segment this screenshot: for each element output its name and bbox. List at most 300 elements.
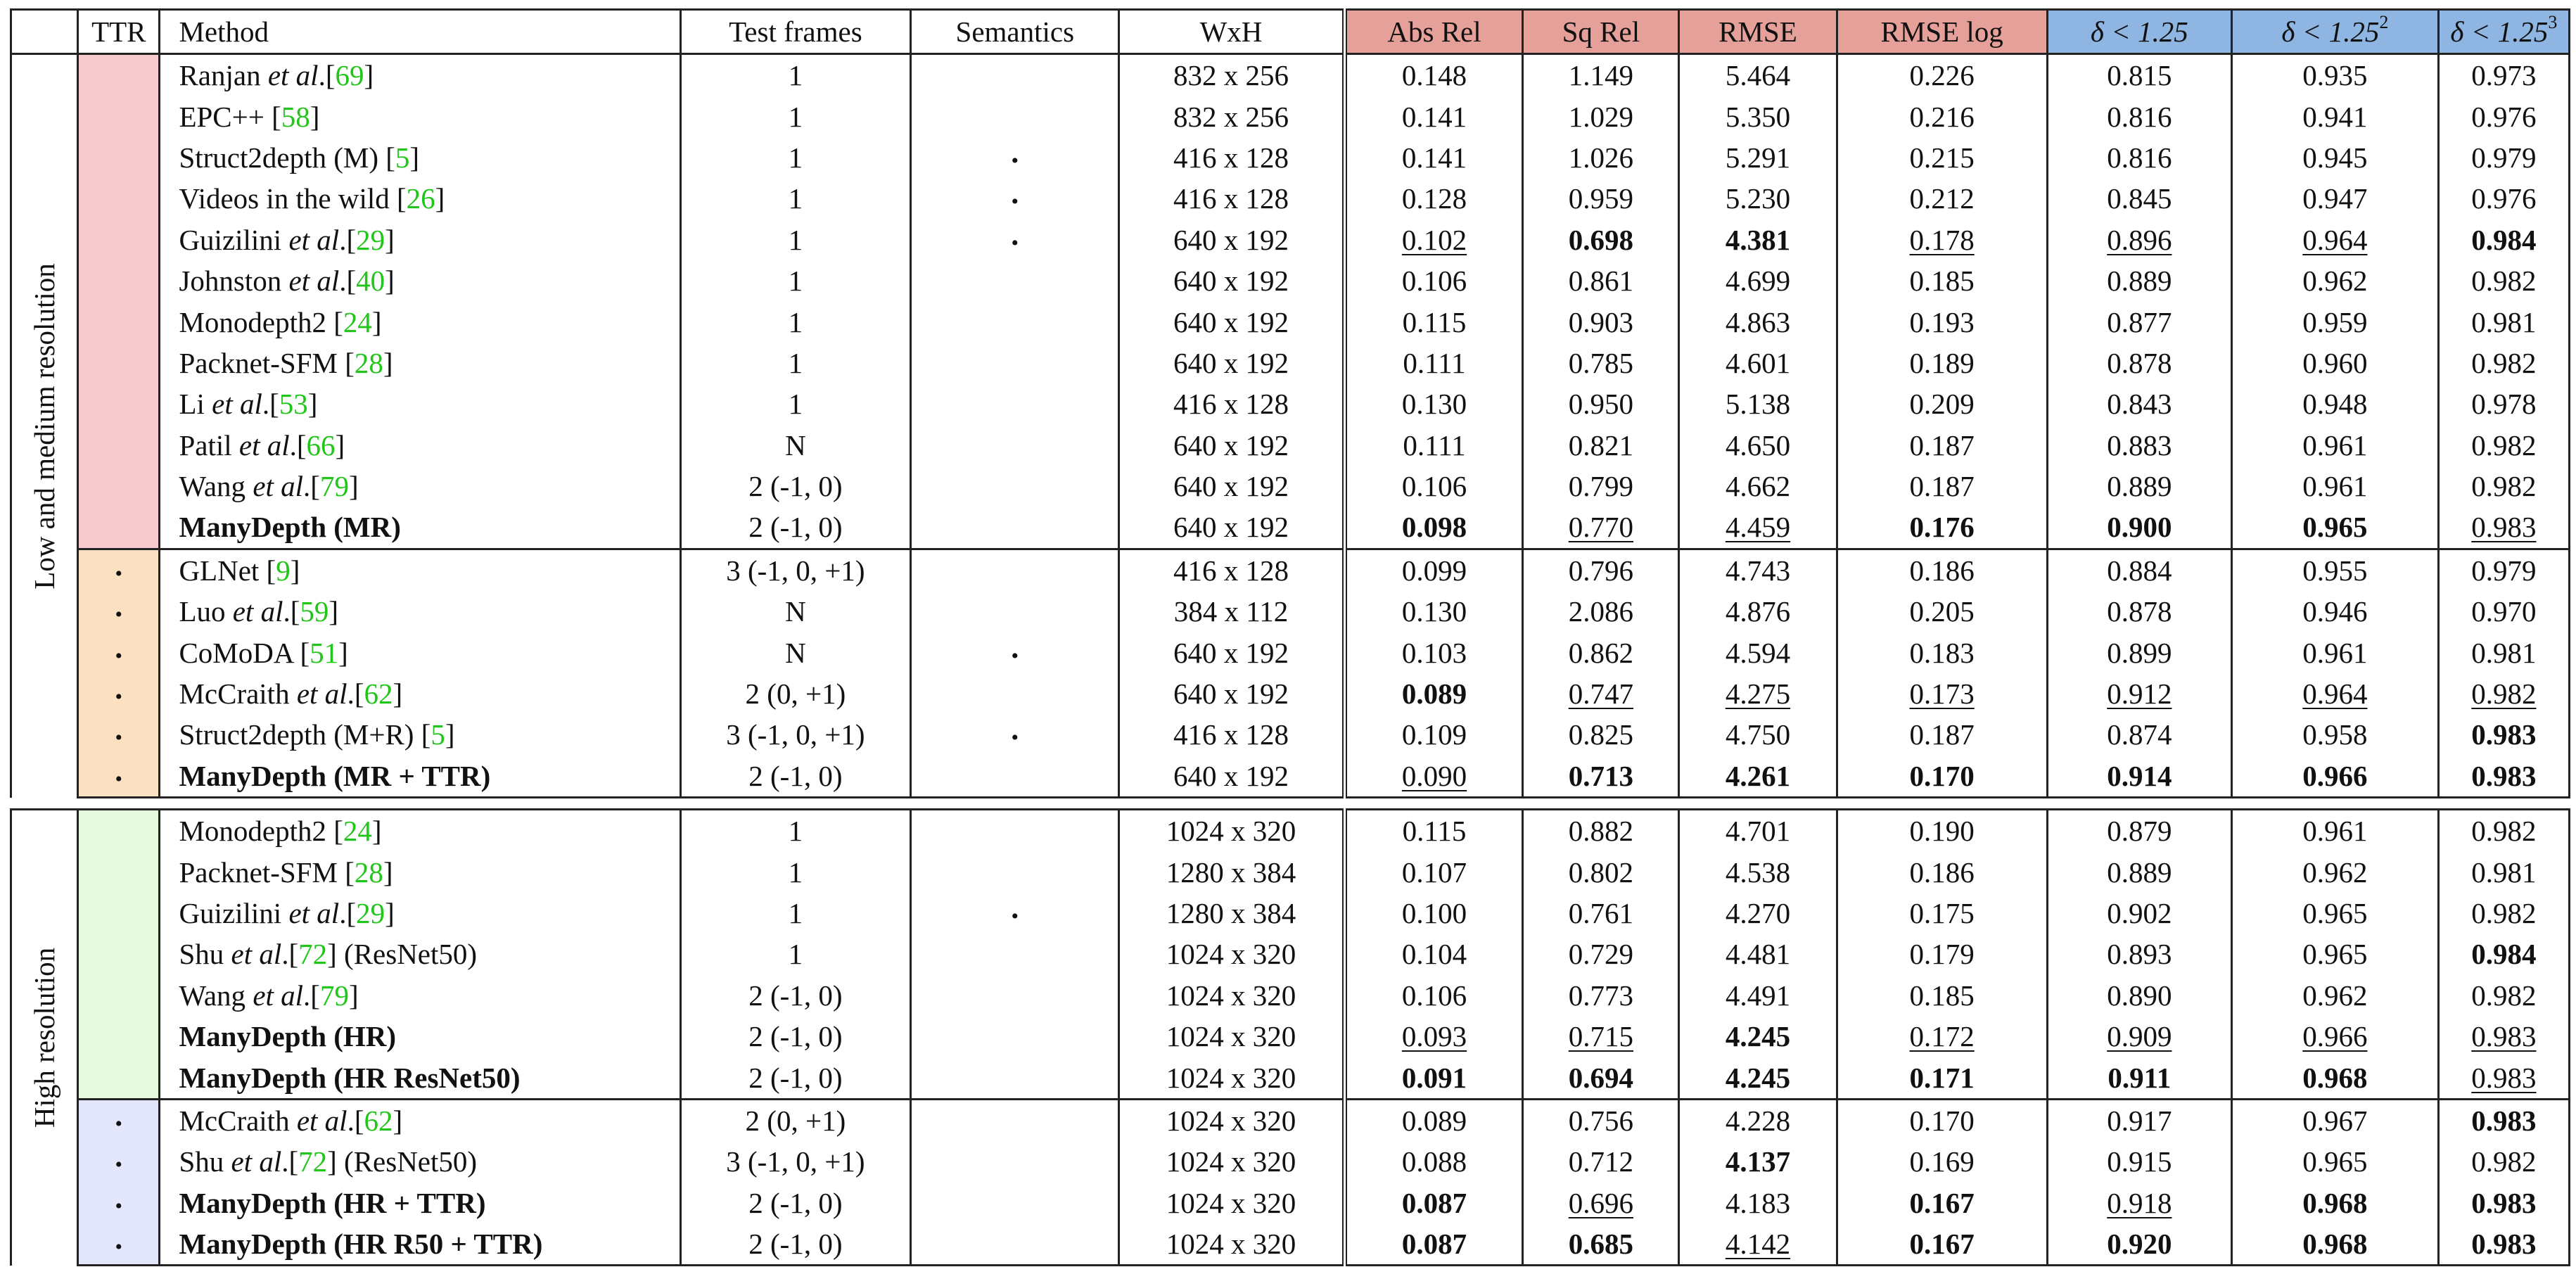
rmse-log-value: 0.169 (1909, 1145, 1975, 1178)
ttr-cell (78, 1016, 160, 1057)
delta-3-cell (2438, 178, 2569, 219)
delta-1-cell (2047, 810, 2231, 852)
rmse-log-cell (1837, 1223, 2047, 1266)
delta-2-value: 0.965 (2302, 1145, 2368, 1178)
rmse-log-cell (1837, 54, 2047, 96)
delta-2-cell (2231, 219, 2438, 260)
delta-3-value: 0.982 (2471, 979, 2537, 1012)
wxh-cell (1119, 810, 1344, 852)
delta-1-value: 0.918 (2107, 1186, 2172, 1219)
method-cell: GLNet [9] (160, 549, 680, 591)
sq-rel-value: 0.785 (1568, 346, 1633, 379)
semantics-cell (911, 632, 1119, 673)
rmse-log-cell (1837, 301, 2047, 342)
test-frames-cell-text: 1 (788, 265, 803, 298)
method-etal-dot: . (347, 677, 355, 711)
header-rmse: RMSE (1679, 10, 1837, 54)
rmse-value: 4.137 (1725, 1145, 1791, 1178)
header-semantics: Semantics (911, 10, 1119, 54)
method-etal-dot: . (339, 897, 347, 929)
sq-rel-value: 0.862 (1568, 636, 1633, 669)
wxh-cell (1119, 1057, 1344, 1099)
method-cell (160, 1223, 680, 1266)
citation-link[interactable]: 59 (300, 595, 329, 628)
test-frames-cell (680, 756, 911, 798)
method-cell: Packnet-SFM [28] (160, 343, 680, 383)
delta-1-value: 0.878 (2107, 346, 2172, 379)
method-name: Shu (179, 1145, 231, 1178)
test-frames-cell-text: 3 (-1, 0, +1) (726, 718, 865, 751)
sq-rel-cell (1523, 137, 1679, 178)
rmse-cell (1679, 756, 1837, 798)
wxh-cell (1119, 591, 1344, 632)
rmse-cell (1679, 591, 1837, 632)
rmse-value: 4.245 (1725, 1061, 1791, 1094)
method-name: Patil (179, 428, 239, 461)
test-frames-cell-text: 2 (-1, 0) (748, 1020, 843, 1053)
sq-rel-cell (1523, 893, 1679, 934)
abs-rel-value: 0.115 (1402, 815, 1467, 848)
test-frames-cell-text: N (785, 595, 806, 628)
rmse-log-cell (1837, 219, 2047, 260)
rmse-value: 4.594 (1725, 636, 1791, 669)
method-name: McCraith (179, 1104, 297, 1137)
delta-1-cell (2047, 714, 2231, 755)
delta-1-value: 0.896 (2107, 223, 2172, 256)
rmse-cell (1679, 549, 1837, 591)
method-name: ManyDepth (MR + TTR) (179, 759, 491, 792)
rmse-log-cell (1837, 851, 2047, 892)
table-row (11, 893, 2570, 934)
abs-rel-cell (1344, 507, 1523, 549)
method-name: Struct2depth (M+R) (179, 718, 421, 751)
delta-2-cell (2231, 178, 2438, 219)
delta-3-value: 0.979 (2471, 141, 2537, 174)
method-etal-dot: . (339, 265, 347, 298)
table-row (11, 975, 2570, 1016)
abs-rel-cell (1344, 673, 1523, 714)
delta-2-value: 0.966 (2302, 759, 2368, 792)
rmse-cell (1679, 54, 1837, 96)
citation-link[interactable]: 5 (431, 718, 445, 751)
test-frames-cell-text: 3 (-1, 0, +1) (726, 1145, 865, 1178)
test-frames-cell-text: 1 (788, 388, 803, 421)
ttr-cell (78, 934, 160, 974)
method-name: Struct2depth (M) (179, 141, 386, 174)
sq-rel-cell (1523, 1141, 1679, 1182)
delta-2-value: 0.962 (2302, 979, 2368, 1012)
delta-1-value: 0.911 (2108, 1061, 2172, 1094)
table-row (11, 1223, 2570, 1266)
method-etal: et al (212, 388, 262, 421)
delta-2-value: 0.947 (2302, 182, 2368, 215)
test-frames-cell-text: N (785, 636, 806, 669)
wxh-cell-text: 640 x 192 (1173, 677, 1289, 711)
rmse-cell (1679, 1141, 1837, 1182)
header-method: Method (160, 10, 680, 54)
wxh-cell-text: 1024 x 320 (1166, 815, 1296, 848)
test-frames-cell-text: 2 (-1, 0) (748, 1186, 843, 1219)
rmse-log-value: 0.170 (1909, 1104, 1975, 1137)
wxh-cell-text: 1024 x 320 (1166, 1186, 1296, 1219)
method-name: Videos in the wild (179, 182, 397, 215)
rmse-cell (1679, 1057, 1837, 1099)
abs-rel-cell (1344, 137, 1523, 178)
delta-3-cell (2438, 219, 2569, 260)
method-name: GLNet (179, 554, 267, 587)
test-frames-cell (680, 466, 911, 507)
sq-rel-value: 1.029 (1568, 100, 1633, 133)
rmse-log-value: 0.178 (1909, 223, 1975, 256)
delta-3-cell (2438, 383, 2569, 424)
delta-2-value: 0.955 (2302, 554, 2368, 587)
delta-2-value: 0.965 (2302, 938, 2368, 971)
abs-rel-value: 0.107 (1401, 855, 1467, 889)
ttr-cell (78, 756, 160, 798)
test-frames-cell-text: 2 (-1, 0) (748, 979, 843, 1012)
method-name: Wang (179, 470, 253, 503)
method-etal: et al (296, 1104, 347, 1137)
delta-1-value: 0.874 (2107, 718, 2172, 751)
ttr-cell (78, 96, 160, 136)
sq-rel-value: 0.821 (1568, 428, 1633, 461)
test-frames-cell (680, 96, 911, 136)
rmse-log-cell (1837, 934, 2047, 974)
citation-link[interactable]: 51 (310, 636, 339, 669)
citation-link[interactable]: 53 (279, 388, 308, 421)
method-etal-dot: . (289, 428, 297, 461)
wxh-cell-text: 640 x 192 (1173, 759, 1289, 792)
rmse-value: 4.275 (1725, 677, 1791, 711)
delta-1-cell (2047, 1057, 2231, 1099)
delta-3-value: 0.981 (2471, 305, 2537, 338)
delta-3-cell (2438, 934, 2569, 974)
rmse-log-cell (1837, 137, 2047, 178)
sq-rel-cell (1523, 343, 1679, 383)
semantics-cell (911, 425, 1119, 466)
rmse-log-cell (1837, 1099, 2047, 1141)
delta-2-cell (2231, 851, 2438, 892)
ttr-marker: • (115, 767, 123, 791)
delta-3-value: 0.982 (2471, 346, 2537, 379)
delta-3-cell (2438, 1057, 2569, 1099)
delta-1-value: 0.889 (2107, 470, 2172, 503)
wxh-cell (1119, 1016, 1344, 1057)
rmse-log-cell (1837, 178, 2047, 219)
citation-link[interactable]: 28 (354, 346, 383, 379)
rmse-value: 4.743 (1725, 554, 1791, 587)
rmse-log-cell (1837, 975, 2047, 1016)
abs-rel-cell (1344, 301, 1523, 342)
delta-3-cell (2438, 425, 2569, 466)
delta-2-value: 0.964 (2302, 677, 2368, 711)
citation-link[interactable]: 5 (395, 141, 410, 174)
abs-rel-value: 0.115 (1402, 305, 1467, 338)
sq-rel-cell (1523, 96, 1679, 136)
method-cell: Wang et al.[79] (160, 975, 680, 1016)
ttr-marker: • (115, 1112, 123, 1135)
ttr-cell (78, 893, 160, 934)
rmse-log-value: 0.173 (1909, 677, 1975, 711)
delta-2-cell (2231, 343, 2438, 383)
sq-rel-value: 0.825 (1568, 718, 1633, 751)
method-name: Guizilini (179, 897, 289, 929)
method-cell: McCraith et al.[62] (160, 1099, 680, 1141)
abs-rel-cell (1344, 1057, 1523, 1099)
method-etal-dot: . (318, 59, 326, 92)
method-etal-dot: . (262, 388, 270, 421)
rmse-cell (1679, 1183, 1837, 1223)
citation-link[interactable]: 62 (364, 1104, 393, 1137)
abs-rel-value: 0.089 (1401, 1104, 1467, 1137)
citation-link[interactable]: 28 (354, 855, 383, 889)
sq-rel-value: 0.796 (1568, 554, 1633, 587)
test-frames-cell (680, 219, 911, 260)
abs-rel-value: 0.091 (1401, 1061, 1467, 1094)
rmse-log-value: 0.186 (1909, 554, 1975, 587)
citation-link[interactable]: 62 (364, 677, 393, 711)
rmse-value: 4.601 (1725, 346, 1791, 379)
sq-rel-cell (1523, 591, 1679, 632)
sq-rel-value: 0.903 (1568, 305, 1633, 338)
citation-link[interactable]: 26 (406, 182, 435, 215)
wxh-cell-text: 1024 x 320 (1166, 1020, 1296, 1053)
table-row (11, 260, 2570, 301)
delta-2-value: 0.935 (2302, 59, 2368, 92)
delta-3-cell (2438, 507, 2569, 549)
delta-2-cell (2231, 260, 2438, 301)
delta-1-cell (2047, 466, 2231, 507)
test-frames-cell-text: 2 (-1, 0) (748, 759, 843, 792)
test-frames-cell-text: 2 (-1, 0) (748, 470, 843, 503)
delta-3-cell (2438, 54, 2569, 96)
wxh-cell-text: 1024 x 320 (1166, 1145, 1296, 1178)
citation-link[interactable]: 72 (298, 1145, 328, 1178)
delta-2-value: 0.968 (2302, 1186, 2368, 1219)
abs-rel-value: 0.109 (1401, 718, 1467, 751)
delta-2-cell (2231, 1099, 2438, 1141)
delta-2-value: 0.966 (2302, 1020, 2368, 1053)
semantics-cell (911, 1099, 1119, 1141)
rmse-log-value: 0.187 (1909, 470, 1975, 503)
delta-1-value: 0.845 (2107, 182, 2172, 215)
delta-3-value: 0.984 (2471, 223, 2537, 256)
rmse-log-cell (1837, 96, 2047, 136)
ttr-cell (78, 1183, 160, 1223)
method-cell (160, 1057, 680, 1099)
rmse-value: 4.183 (1725, 1186, 1791, 1219)
delta-2-value: 0.961 (2302, 636, 2368, 669)
sq-rel-value: 0.715 (1568, 1020, 1633, 1053)
wxh-cell (1119, 425, 1344, 466)
ttr-cell (78, 425, 160, 466)
citation-link[interactable]: 79 (319, 470, 349, 503)
abs-rel-cell (1344, 714, 1523, 755)
rmse-log-cell (1837, 343, 2047, 383)
ttr-cell (78, 549, 160, 591)
rmse-log-cell (1837, 466, 2047, 507)
citation-link[interactable]: 29 (356, 897, 385, 929)
delta-1-cell (2047, 1223, 2231, 1266)
group-label-text: Low and medium resolution (28, 263, 61, 590)
rmse-log-value: 0.189 (1909, 346, 1975, 379)
ttr-cell (78, 1057, 160, 1099)
rmse-log-value: 0.171 (1909, 1061, 1975, 1094)
delta-1-value: 0.902 (2107, 897, 2172, 929)
delta-1-value: 0.883 (2107, 428, 2172, 461)
delta-3-value: 0.982 (2471, 265, 2537, 298)
delta-2-cell (2231, 714, 2438, 755)
delta-2-value: 0.964 (2302, 223, 2368, 256)
table-row (11, 1016, 2570, 1057)
wxh-cell (1119, 383, 1344, 424)
citation-link[interactable]: 24 (343, 305, 372, 338)
wxh-cell (1119, 343, 1344, 383)
delta-3-value: 0.979 (2471, 554, 2537, 587)
test-frames-cell (680, 507, 911, 549)
ttr-marker: • (115, 603, 123, 627)
delta-1-cell (2047, 178, 2231, 219)
test-frames-cell (680, 673, 911, 714)
test-frames-cell (680, 1141, 911, 1182)
delta-3-value: 0.982 (2471, 897, 2537, 929)
delta-1-value: 0.879 (2107, 815, 2172, 848)
header-row (11, 10, 2570, 54)
method-etal-dot: . (303, 979, 311, 1012)
sq-rel-value: 0.882 (1568, 815, 1633, 848)
abs-rel-cell (1344, 810, 1523, 852)
ttr-marker: • (115, 1235, 123, 1259)
delta-1-cell (2047, 591, 2231, 632)
delta-1-cell (2047, 549, 2231, 591)
rmse-log-value: 0.186 (1909, 855, 1975, 889)
abs-rel-value: 0.100 (1401, 897, 1467, 929)
method-name: Wang (179, 979, 253, 1012)
delta-1-value: 0.920 (2107, 1228, 2172, 1261)
delta-1-cell (2047, 137, 2231, 178)
citation-link[interactable]: 29 (356, 223, 385, 256)
citation-link[interactable]: 9 (276, 554, 291, 587)
delta-3-cell (2438, 343, 2569, 383)
rmse-value: 4.381 (1725, 223, 1791, 256)
header-test-frames: Test frames (680, 10, 911, 54)
method-cell (160, 756, 680, 798)
ttr-marker: • (115, 1153, 123, 1177)
wxh-cell-text: 640 x 192 (1173, 636, 1289, 669)
sq-rel-value: 0.747 (1568, 677, 1633, 711)
wxh-cell (1119, 260, 1344, 301)
method-cell: Monodepth2 [24] (160, 810, 680, 852)
citation-link[interactable]: 69 (335, 59, 364, 92)
sq-rel-cell (1523, 673, 1679, 714)
rmse-cell (1679, 714, 1837, 755)
table-row (11, 1057, 2570, 1099)
delta-3-cell (2438, 591, 2569, 632)
method-name: CoMoDA (179, 636, 300, 669)
ttr-marker: • (115, 685, 123, 709)
method-suffix: (ResNet50) (336, 1145, 478, 1178)
rmse-cell (1679, 425, 1837, 466)
citation-link[interactable]: 66 (306, 428, 336, 461)
wxh-cell-text: 640 x 192 (1173, 428, 1289, 461)
delta-3-cell (2438, 1016, 2569, 1057)
sq-rel-cell (1523, 383, 1679, 424)
ttr-cell (78, 383, 160, 424)
semantics-cell (911, 1183, 1119, 1223)
sq-rel-value: 0.770 (1568, 511, 1633, 544)
test-frames-cell-text: 1 (788, 59, 803, 92)
test-frames-cell-text: 1 (788, 938, 803, 971)
semantics-cell (911, 1141, 1119, 1182)
delta-2-value: 0.968 (2302, 1061, 2368, 1094)
abs-rel-cell (1344, 425, 1523, 466)
sq-rel-cell (1523, 219, 1679, 260)
abs-rel-value: 0.128 (1401, 182, 1467, 215)
rmse-log-cell (1837, 714, 2047, 755)
test-frames-cell (680, 301, 911, 342)
test-frames-cell-text: 2 (-1, 0) (748, 1061, 843, 1094)
delta-1-value: 0.914 (2107, 759, 2172, 792)
semantics-cell (911, 219, 1119, 260)
method-cell: McCraith et al.[62] (160, 673, 680, 714)
method-cell: Johnston et al.[40] (160, 260, 680, 301)
delta-1-value: 0.889 (2107, 855, 2172, 889)
citation-link[interactable]: 79 (319, 979, 349, 1012)
test-frames-cell (680, 591, 911, 632)
sq-rel-cell (1523, 301, 1679, 342)
rmse-cell (1679, 851, 1837, 892)
delta-1-value: 0.816 (2107, 100, 2172, 133)
citation-link[interactable]: 72 (298, 938, 328, 971)
header-wxh: WxH (1119, 10, 1344, 54)
rmse-log-value: 0.209 (1909, 388, 1975, 421)
delta-1-value: 0.900 (2107, 511, 2172, 544)
rmse-log-value: 0.226 (1909, 59, 1975, 92)
header-ttr: TTR (78, 10, 160, 54)
delta-3-cell (2438, 810, 2569, 852)
test-frames-cell (680, 425, 911, 466)
delta-2-cell (2231, 1183, 2438, 1223)
rmse-value: 4.261 (1725, 759, 1791, 792)
wxh-cell (1119, 466, 1344, 507)
wxh-cell-text: 640 x 192 (1173, 223, 1289, 256)
table-row (11, 810, 2570, 852)
sq-rel-cell (1523, 1183, 1679, 1223)
method-etal: et al (288, 223, 340, 256)
rmse-log-cell (1837, 756, 2047, 798)
table-row (11, 1141, 2570, 1182)
delta-1-cell (2047, 975, 2231, 1016)
citation-link[interactable]: 40 (356, 265, 385, 298)
rmse-value: 4.491 (1725, 979, 1791, 1012)
rmse-log-value: 0.176 (1909, 511, 1975, 544)
sq-rel-value: 0.698 (1568, 223, 1633, 256)
ttr-cell (78, 1223, 160, 1266)
sq-rel-value: 1.026 (1568, 141, 1633, 174)
delta-2-value: 0.941 (2302, 100, 2368, 133)
delta-1-cell (2047, 1141, 2231, 1182)
rmse-value: 4.863 (1725, 305, 1791, 338)
delta-3-cell (2438, 137, 2569, 178)
method-cell (160, 507, 680, 549)
delta-1-value: 0.890 (2107, 979, 2172, 1012)
header-delta-3-text: δ < 1.25 (2450, 15, 2549, 48)
citation-link[interactable]: 24 (343, 815, 372, 848)
citation-link[interactable]: 58 (281, 100, 310, 133)
delta-3-cell (2438, 851, 2569, 892)
ttr-cell (78, 466, 160, 507)
delta-1-cell (2047, 301, 2231, 342)
